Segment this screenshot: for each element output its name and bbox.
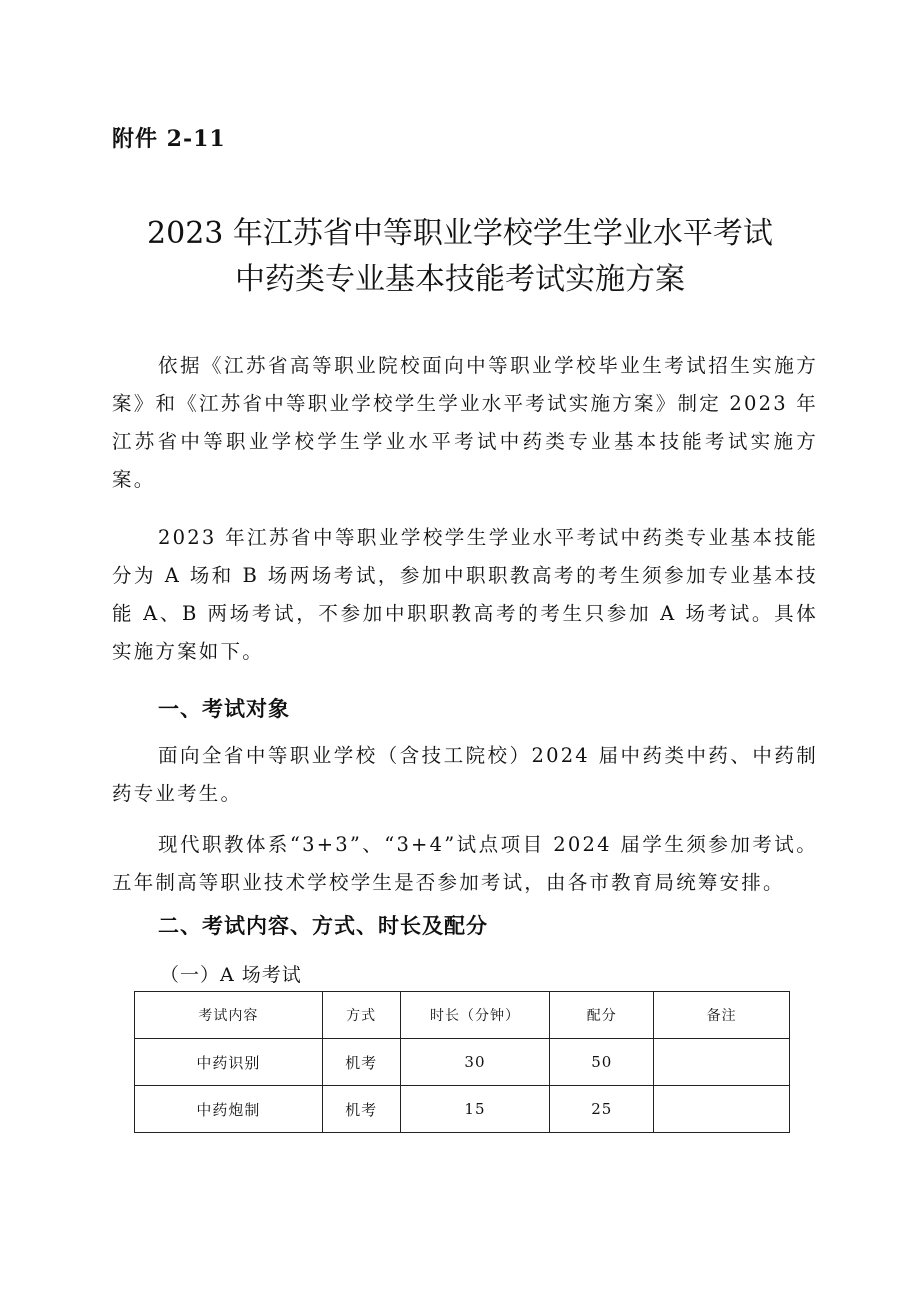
attachment-label: 附件 2-11 [112, 126, 226, 152]
exam-a-table [134, 991, 790, 1133]
table-header-row [135, 992, 790, 1039]
header-exam-content: 考试内容 [135, 992, 323, 1039]
subsection-a-heading: （一）A 场考试 [160, 964, 302, 986]
section2-heading: 二、考试内容、方式、时长及配分 [158, 913, 488, 938]
section1-heading: 一、考试对象 [158, 696, 290, 721]
header-method: 方式 [322, 992, 400, 1039]
cell-exam-content: 中药识别 [135, 1039, 323, 1086]
header-duration: 时长（分钟） [400, 992, 550, 1039]
cell-method: 机考 [322, 1086, 400, 1133]
header-score: 配分 [550, 992, 654, 1039]
cell-score: 50 [550, 1039, 654, 1086]
table-row [135, 1039, 790, 1086]
cell-score: 25 [550, 1086, 654, 1133]
cell-remarks [654, 1086, 790, 1133]
section1-paragraph2: 现代职教体系“3+3”、“3+4”试点项目 2024 届学生须参加考试。五年制高等职业技术学校学生是否参加考试，由各市教育局统筹安排。 [112, 833, 818, 894]
document-title-line1: 2023 年江苏省中等职业学校学生学业水平考试 [147, 216, 773, 251]
cell-duration: 15 [400, 1086, 550, 1133]
table-row [135, 1086, 790, 1133]
document-title-line2: 中药类专业基本技能考试实施方案 [235, 262, 685, 297]
intro-paragraph: 依据《江苏省高等职业院校面向中等职业学校毕业生考试招生实施方案》和《江苏省中等职业学校学生学业水平考试实施方案》制定 2023 年江苏省中等职业学校学生学业水平考试中药类专业基本技能考试实施方案。 [112, 354, 818, 491]
section1-paragraph1: 面向全省中等职业学校（含技工院校）2024 届中药类中药、中药制药专业考生。 [112, 744, 818, 805]
header-remarks: 备注 [654, 992, 790, 1039]
exam-structure-paragraph: 2023 年江苏省中等职业学校学生学业水平考试中药类专业基本技能分为 A 场和 B 场两场考试，参加中职职教高考的考生须参加专业基本技能 A、B 两场考试，不参加中职职教高考的考生只参加 A 场考试。具体实施方案如下。 [112, 526, 818, 663]
cell-remarks [654, 1039, 790, 1086]
cell-exam-content: 中药炮制 [135, 1086, 323, 1133]
cell-duration: 30 [400, 1039, 550, 1086]
cell-method: 机考 [322, 1039, 400, 1086]
